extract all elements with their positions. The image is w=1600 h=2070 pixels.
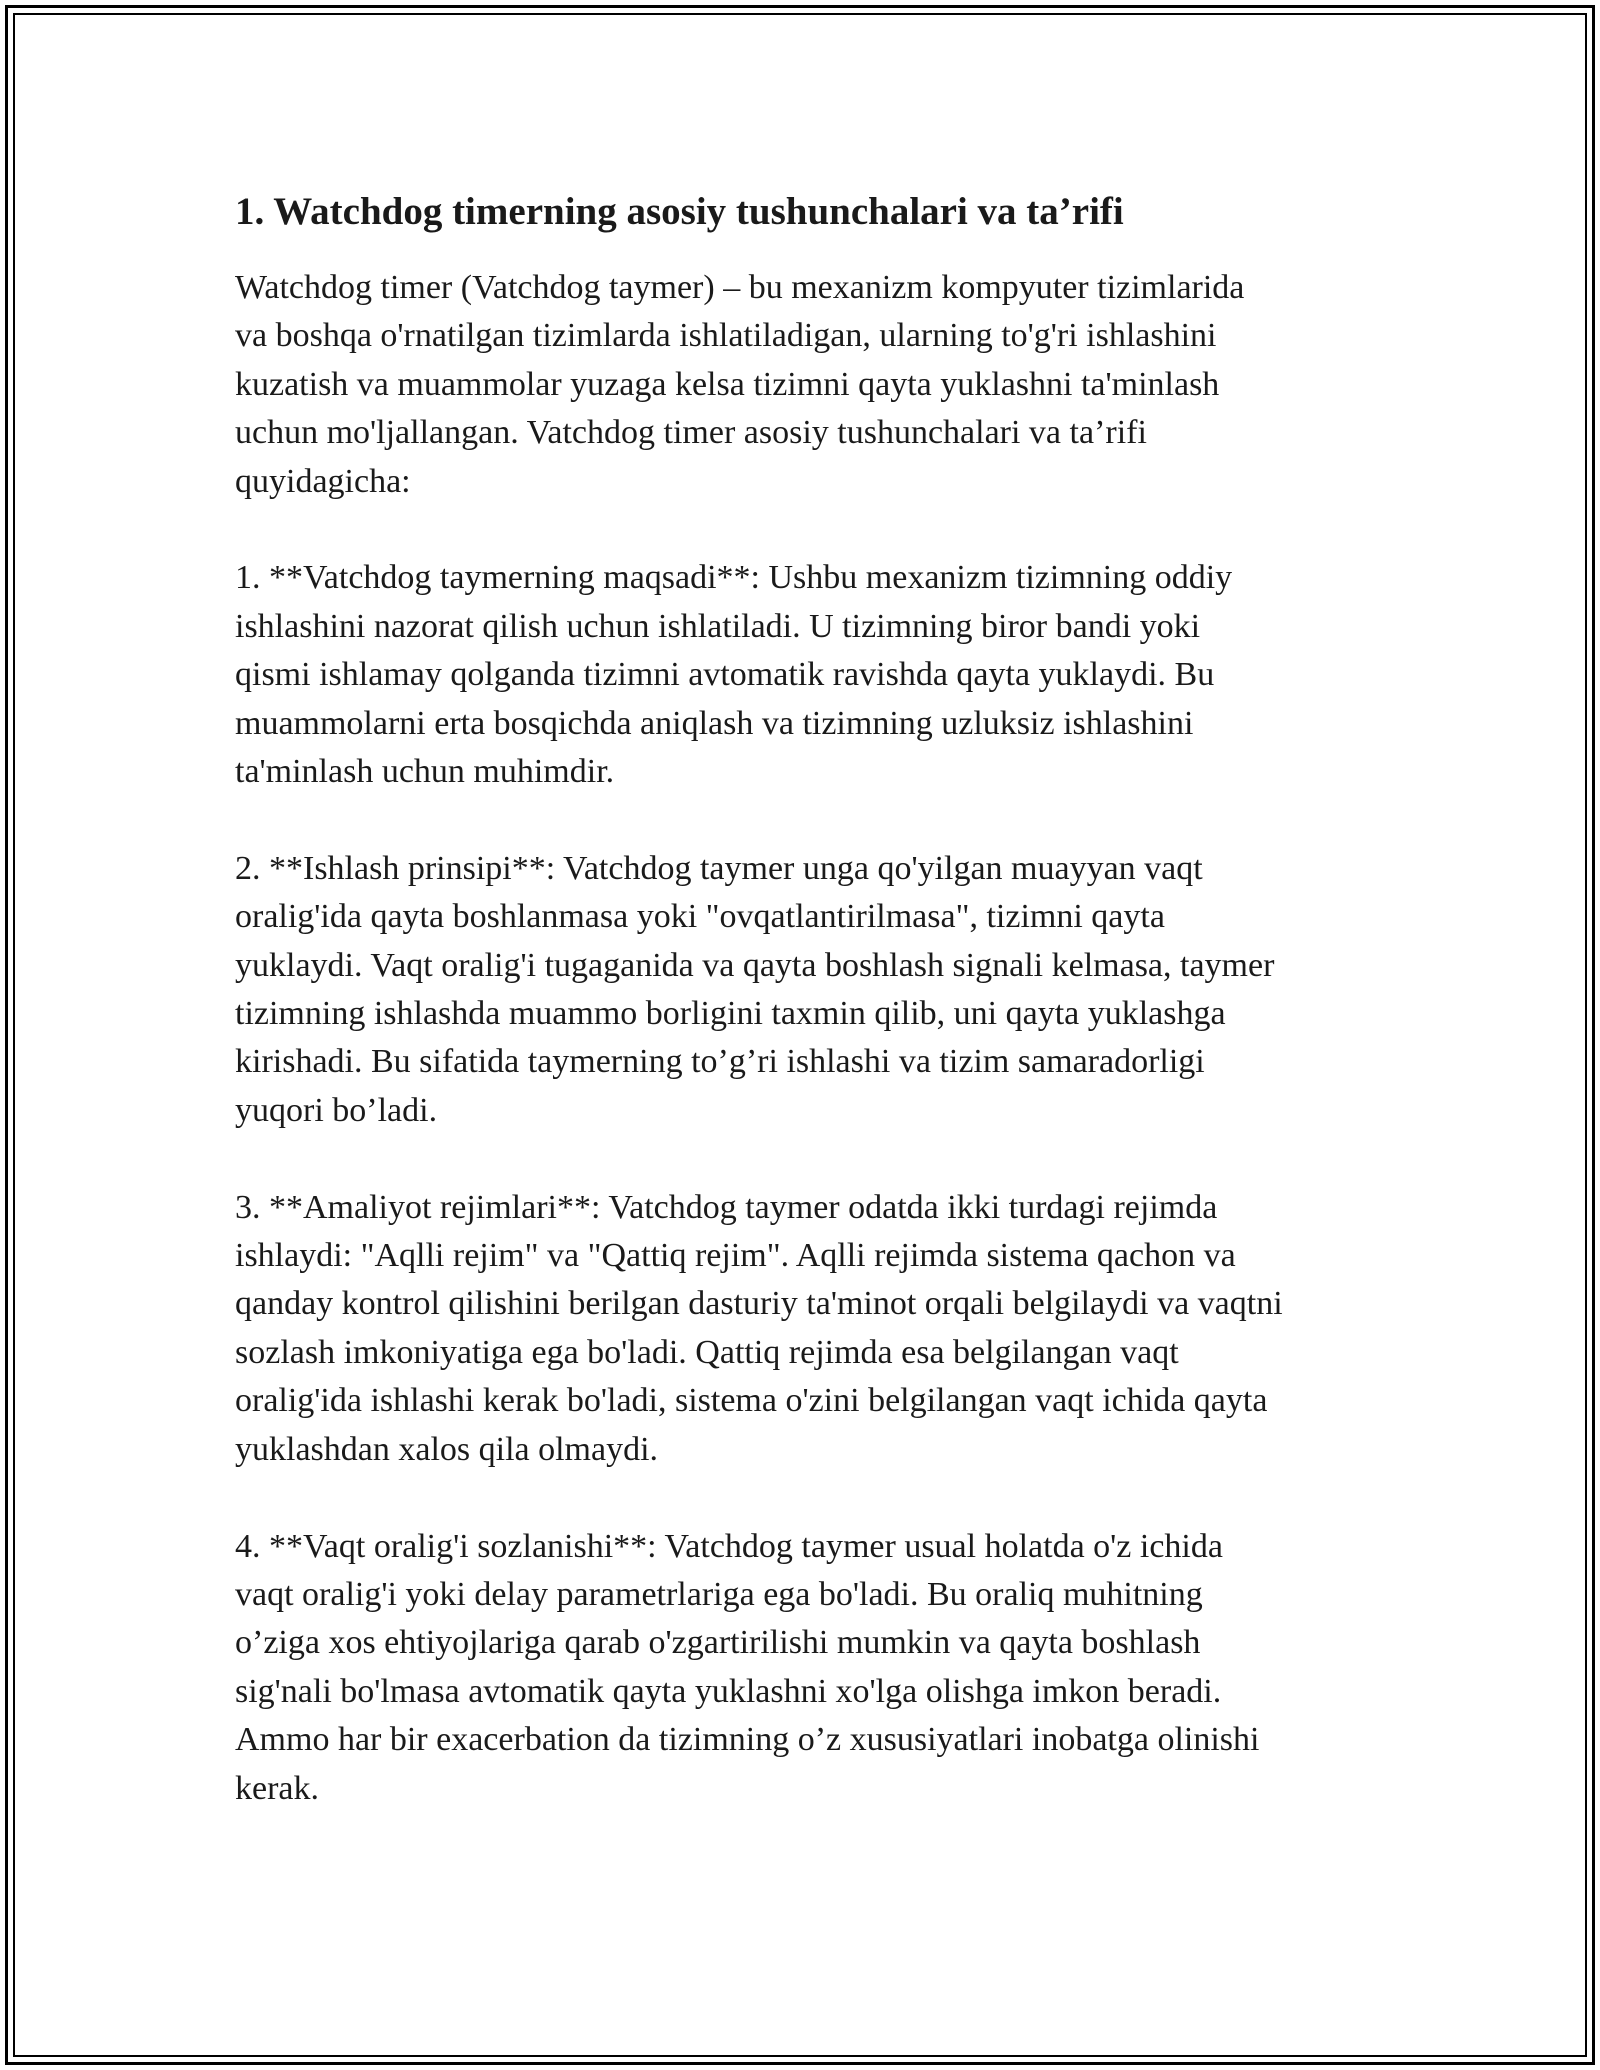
text-line: ta'minlash uchun muhimdir.	[235, 753, 615, 791]
text-line: qanday kontrol qilishini berilgan dasturiy ta'minot orqali belgilaydi va vaqtni	[235, 1285, 1283, 1323]
intro-paragraph	[235, 264, 1375, 506]
list-item-principle	[235, 845, 1375, 1135]
text-line: 2. **Ishlash prinsipi**: Vatchdog taymer unga qo'yilgan muayyan vaqt	[235, 849, 1203, 887]
text-line: o’ziga xos ehtiyojlariga qarab o'zgartirilishi mumkin va qayta boshlash	[235, 1624, 1201, 1662]
text-line: va boshqa o'rnatilgan tizimlarda ishlatiladigan, ularning to'g'ri ishlashini	[235, 317, 1217, 355]
text-line: oralig'ida ishlashi kerak bo'ladi, sistema o'zini belgilangan vaqt ichida qayta	[235, 1382, 1268, 1420]
text-line: quyidagicha:	[235, 462, 411, 500]
text-line: ishlashini nazorat qilish uchun ishlatiladi. U tizimning biror bandi yoki	[235, 607, 1201, 645]
text-line: muammolarni erta bosqichda aniqlash va tizimning uzluksiz ishlashini	[235, 704, 1194, 742]
text-line: tizimning ishlashda muammo borligini taxmin qilib, uni qayta yuklashga	[235, 995, 1226, 1033]
list-item-interval	[235, 1523, 1375, 1813]
text-line: kuzatish va muammolar yuzaga kelsa tizimni qayta yuklashni ta'minlash	[235, 365, 1220, 403]
text-line: kerak.	[235, 1769, 320, 1807]
text-line: vaqt oralig'i yoki delay parametrlariga ega bo'ladi. Bu oraliq muhitning	[235, 1575, 1203, 1613]
text-line: sig'nali bo'lmasa avtomatik qayta yuklashni xo'lga olishga imkon beradi.	[235, 1672, 1222, 1710]
text-line: yuklashdan xalos qila olmaydi.	[235, 1430, 659, 1468]
text-line: sozlash imkoniyatiga ega bo'ladi. Qattiq rejimda esa belgilangan vaqt	[235, 1333, 1179, 1371]
text-line: Watchdog timer (Vatchdog taymer) – bu mexanizm kompyuter tizimlarida	[235, 269, 1245, 306]
section-heading: 1. Watchdog timerning asosiy tushunchalari va ta’rifi	[235, 190, 1124, 233]
text-line: yuqori bo’ladi.	[235, 1091, 438, 1129]
text-line: Ammo har bir exacerbation da tizimning o’z xususiyatlari inobatga olinishi	[235, 1721, 1260, 1759]
text-line: qismi ishlamay qolganda tizimni avtomatik ravishda qayta yuklaydi. Bu	[235, 656, 1215, 694]
text-line: 4. **Vaqt oralig'i sozlanishi**: Vatchdog taymer usual holatda o'z ichida	[235, 1527, 1223, 1565]
text-line: uchun mo'ljallangan. Vatchdog timer asosiy tushunchalari va ta’rifi	[235, 414, 1147, 452]
text-line: oralig'ida qayta boshlanmasa yoki "ovqatlantirilmasa", tizimni qayta	[235, 898, 1165, 936]
text-line: 3. **Amaliyot rejimlari**: Vatchdog taymer odatda ikki turdagi rejimda	[235, 1188, 1218, 1226]
text-line: kirishadi. Bu sifatida taymerning to’g’ri ishlashi va tizim samaradorligi	[235, 1043, 1205, 1081]
text-line: ishlaydi: "Aqlli rejim" va "Qattiq rejim". Aqlli rejimda sistema qachon va	[235, 1237, 1236, 1275]
text-line: yuklaydi. Vaqt oralig'i tugaganida va qayta boshlash signali kelmasa, taymer	[235, 946, 1275, 984]
document-body	[235, 186, 1375, 1861]
list-item-modes	[235, 1184, 1375, 1474]
text-line: 1. **Vatchdog taymerning maqsadi**: Ushbu mexanizm tizimning oddiy	[235, 559, 1233, 597]
list-item-purpose	[235, 554, 1375, 796]
